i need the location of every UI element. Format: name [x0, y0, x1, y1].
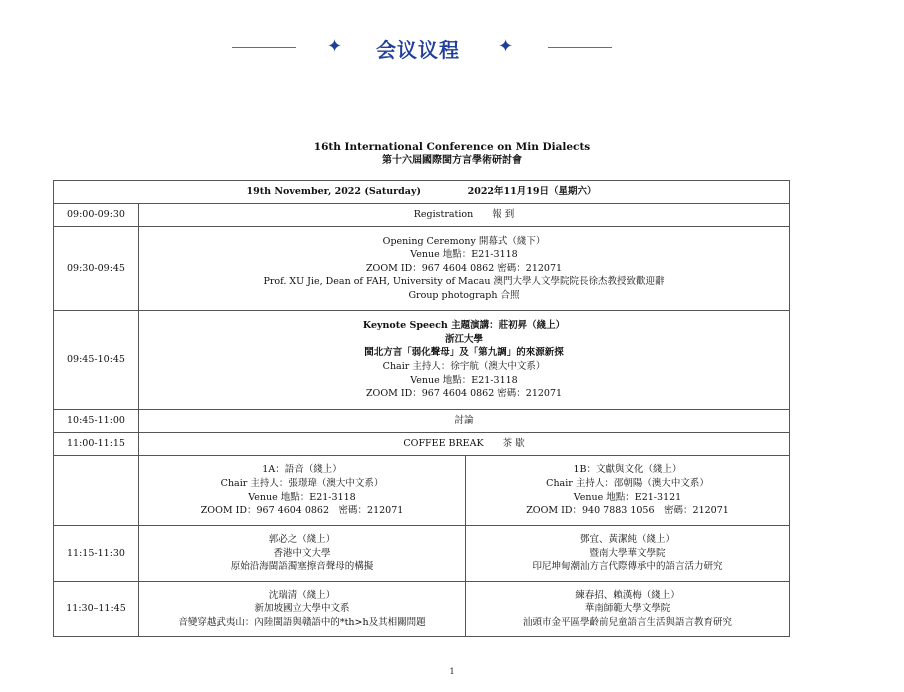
- talk-speaker: 沈瑞清（綫上）: [268, 589, 336, 601]
- opening-line: Group photograph 合照: [408, 289, 520, 301]
- time-cell: 11:30–11:45: [54, 582, 139, 637]
- opening-line: Prof. XU Jie, Dean of FAH, University of Macau 澳門大學人文學院院長徐杰教授致歡迎辭: [263, 276, 665, 288]
- talk-affiliation: 華南師範大學文學院: [584, 603, 671, 615]
- conference-title-en: 16th International Conference on Min Dialects: [313, 141, 591, 153]
- session-line: 1B：文獻與文化（綫上）: [573, 464, 682, 476]
- session-line: Venue 地點：E21-3121: [573, 491, 682, 503]
- table-row: [54, 582, 790, 637]
- time-cell: 11:00-11:15: [54, 433, 139, 456]
- talk-speaker: 郭必之（綫上）: [268, 534, 336, 546]
- discussion-cell: 討論: [139, 410, 790, 433]
- keynote-line: Keynote Speech 主題演講：莊初昇（綫上）: [362, 320, 566, 332]
- coffee-break-cell: COFFEE BREAK 茶 歇: [139, 433, 790, 456]
- time-cell: 10:45-11:00: [54, 410, 139, 433]
- opening-line: Venue 地點：E21-3118: [410, 249, 518, 261]
- table-row: [54, 311, 790, 410]
- star-icon: ✦: [498, 36, 514, 57]
- keynote-line: 閩北方言「弱化聲母」及「第九調」的來源新探: [364, 347, 564, 359]
- session-line: 1A：語音（綫上）: [262, 464, 342, 476]
- time-cell: [54, 456, 139, 526]
- talk-title: 印尼坤甸潮汕方言代際傳承中的語言活力研究: [532, 561, 723, 573]
- talk-title: 汕頭市金平區學齡前兒童語言生活與語言教育研究: [522, 616, 732, 628]
- session-line: Chair 主持人：邵朝陽（澳大中文系）: [546, 477, 709, 489]
- talk-cell: [139, 526, 466, 582]
- talk-affiliation: 香港中文大學: [273, 547, 331, 559]
- opening-cell: [139, 227, 790, 311]
- banner-rule-right: [548, 47, 612, 48]
- talk-affiliation: 暨南大學華文學院: [589, 547, 666, 559]
- table-row: [54, 433, 790, 456]
- registration-cell: Registration 報 到: [139, 204, 790, 227]
- day-header-cell: [54, 181, 790, 204]
- keynote-cell: [139, 311, 790, 410]
- talk-affiliation: 新加坡國立大學中文系: [254, 603, 350, 615]
- talk-cell: [139, 582, 466, 637]
- talk-title: 音變穿越武夷山：內陸閩語與贛語中的*th>h及其相關問題: [178, 616, 426, 628]
- day-header-en: 19th November, 2022 (Saturday): [246, 186, 421, 198]
- session-line: ZOOM ID：967 4604 0862 密碼：212071: [200, 505, 404, 517]
- table-row: [54, 227, 790, 311]
- table-row: [54, 410, 790, 433]
- session-1a-cell: [139, 456, 466, 526]
- opening-line: Opening Ceremony 開幕式（綫下）: [382, 235, 546, 247]
- time-cell: 09:45-10:45: [54, 311, 139, 410]
- session-line: Chair 主持人：張璟瑋（澳大中文系）: [220, 477, 384, 489]
- session-line: Venue 地點：E21-3118: [248, 491, 356, 503]
- page-title: 会议议程: [376, 38, 460, 62]
- talk-cell: [466, 582, 790, 637]
- agenda-banner: [0, 30, 904, 66]
- table-row: [54, 204, 790, 227]
- banner-rule-left: [232, 47, 296, 48]
- keynote-line: 浙江大學: [444, 333, 483, 345]
- page-number: 1: [449, 667, 455, 676]
- talk-title: 原始沿海閩語濁塞擦音聲母的構擬: [230, 561, 374, 573]
- keynote-line: Chair 主持人：徐宇航（澳大中文系）: [382, 361, 546, 372]
- keynote-line: Venue 地點：E21-3118: [410, 374, 518, 386]
- time-cell: 09:30-09:45: [54, 227, 139, 311]
- session-1b-cell: [466, 456, 790, 526]
- session-line: ZOOM ID：940 7883 1056 密碼：212071: [526, 505, 729, 517]
- table-row: [54, 526, 790, 582]
- table-row: [54, 456, 790, 526]
- talk-cell: [466, 526, 790, 582]
- talk-speaker: 鄧宜、黃潔純（綫上）: [579, 534, 675, 546]
- day-header-row: [54, 181, 790, 204]
- agenda-table: [53, 180, 790, 637]
- time-cell: 11:15-11:30: [54, 526, 139, 582]
- day-header-zh: 2022年11月19日（星期六）: [467, 186, 597, 198]
- conference-heading: [0, 141, 904, 167]
- time-cell: 09:00-09:30: [54, 204, 139, 227]
- conference-title-zh: 第十六屆國際閩方言學術研討會: [382, 155, 522, 166]
- opening-line: ZOOM ID：967 4604 0862 密碼：212071: [365, 262, 563, 274]
- talk-speaker: 練春招、賴漢梅（綫上）: [575, 589, 680, 601]
- keynote-line: ZOOM ID：967 4604 0862 密碼：212071: [365, 388, 563, 400]
- star-icon: ✦: [327, 36, 343, 57]
